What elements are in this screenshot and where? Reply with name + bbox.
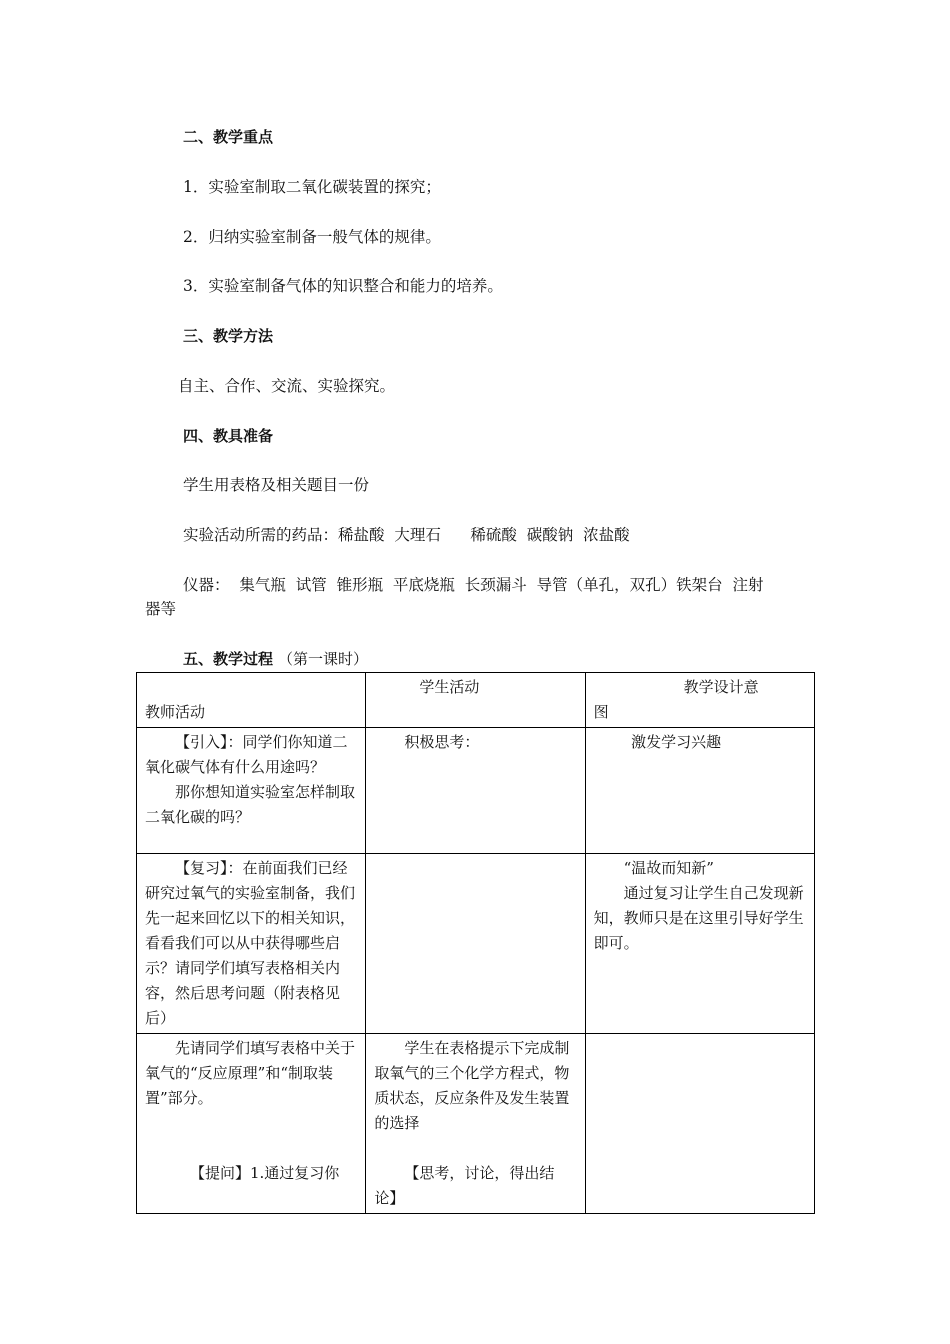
key-point-3: 3．实验室制备气体的知识整合和能力的培养。	[183, 277, 503, 295]
section-5-heading: 五、教学过程	[183, 650, 274, 668]
row1-design-cell	[585, 728, 814, 854]
header-student-cell	[366, 673, 585, 728]
table-row	[137, 728, 815, 854]
key-point-1: 1．实验室制取二氧化碳装置的探究；	[183, 178, 441, 196]
teaching-process-table	[136, 672, 815, 1214]
row2-design-quote: “温故而知新”	[623, 859, 714, 877]
row3-teacher-cell	[137, 1034, 366, 1214]
row2-design-text: 通过复习让学生自己发现新知，教师只是在这里引导好学生即可。	[593, 884, 804, 952]
materials-line-1: 学生用表格及相关题目一份	[183, 476, 370, 494]
row1-teacher-cell	[137, 728, 366, 854]
header-design-cell	[585, 673, 814, 728]
header-design-line2: 图	[593, 703, 609, 721]
materials-line-2: 实验活动所需的药品：稀盐酸 大理石 稀硫酸 碳酸钠 浓盐酸	[183, 526, 630, 544]
row1-design: 激发学习兴趣	[631, 733, 722, 751]
instruments-line: 仪器： 集气瓶 试管 锥形瓶 平底烧瓶 长颈漏斗 导管（单孔，双孔）铁架台 注射	[183, 576, 764, 594]
table-row	[137, 1034, 815, 1214]
section-5-heading-row	[183, 648, 368, 670]
header-student: 学生活动	[419, 678, 480, 696]
row2-teacher-cell	[137, 854, 366, 1034]
header-design-line1: 教学设计意	[683, 678, 759, 696]
section-2-heading: 二、教学重点	[183, 128, 274, 146]
instruments-line-continued: 器等	[145, 600, 177, 618]
row1-student: 积极思考：	[404, 733, 480, 751]
row3-design-cell	[585, 1034, 814, 1214]
row1-teacher-intro: 【引入】：同学们你知道二氧化碳气体有什么用途吗？	[145, 733, 348, 776]
row3-student-cell	[366, 1034, 585, 1214]
header-teacher: 教师活动	[145, 703, 206, 721]
section-5-note: （第一课时）	[277, 650, 368, 668]
row1-student-cell	[366, 728, 585, 854]
row3-student-conclusion: 【思考，讨论，得出结论】	[374, 1164, 555, 1207]
section-3-heading: 三、教学方法	[183, 327, 274, 345]
table-row	[137, 854, 815, 1034]
section-4-heading: 四、教具准备	[183, 427, 274, 445]
row2-design-cell	[585, 854, 814, 1034]
row3-teacher-task: 先请同学们填写表格中关于氧气的“反应原理”和“制取装置”部分。	[145, 1039, 356, 1107]
row1-teacher-question: 那你想知道实验室怎样制取二氧化碳的吗？	[145, 783, 356, 826]
row2-teacher-review: 【复习】：在前面我们已经研究过氧气的实验室制备，我们先一起来回忆以下的相关知识，看看我们可以从中获得哪些启示？请同学们填写表格相关内容，然后思考问题（附表格见后）	[145, 859, 356, 1027]
teaching-method-text: 自主、合作、交流、实验探究。	[178, 377, 396, 395]
row3-student-activity: 学生在表格提示下完成制取氧气的三个化学方程式，物质状态，反应条件及发生装置的选择	[374, 1039, 570, 1132]
key-point-2: 2．归纳实验室制备一般气体的规律。	[183, 228, 441, 246]
table-header-row	[137, 673, 815, 728]
row2-student-cell	[366, 854, 585, 1034]
row3-teacher-question: 【提问】1.通过复习你	[190, 1164, 340, 1182]
header-teacher-cell	[137, 673, 366, 728]
